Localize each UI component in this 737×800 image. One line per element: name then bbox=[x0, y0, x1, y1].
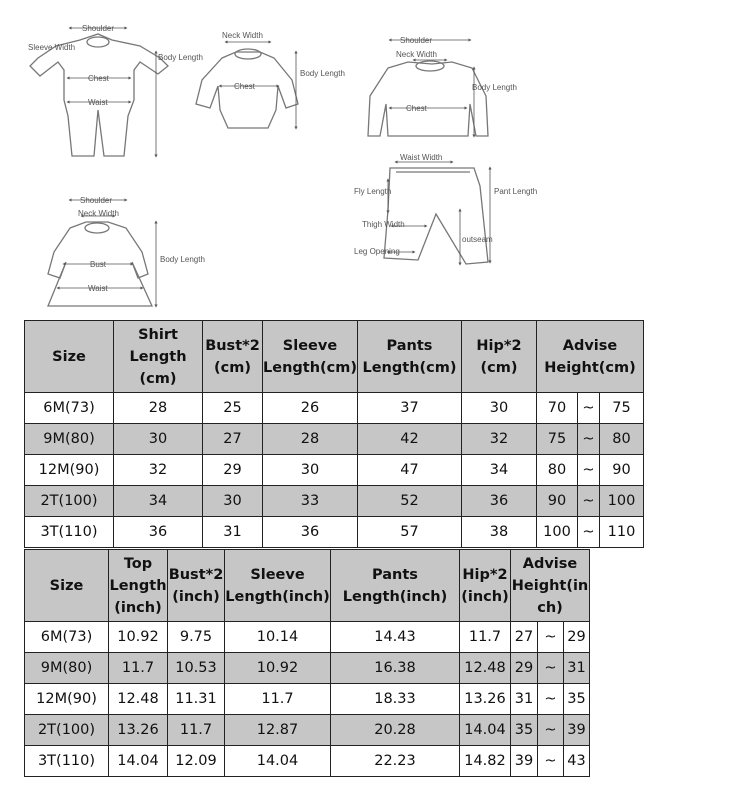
header-advise-height: Advise Height(in ch) bbox=[511, 550, 590, 622]
cell-bust: 31 bbox=[203, 517, 263, 548]
cell-h-max: 100 bbox=[599, 486, 643, 517]
table-row bbox=[25, 653, 590, 684]
cell-hip: 38 bbox=[461, 517, 536, 548]
header-bust: Bust*2 (inch) bbox=[168, 550, 225, 622]
cell-sleeve: 12.87 bbox=[225, 715, 331, 746]
cell-size: 6M(73) bbox=[25, 393, 114, 424]
table-row bbox=[25, 517, 644, 548]
pants-outseam-label: outseam bbox=[462, 235, 493, 244]
cell-pants: 42 bbox=[357, 424, 461, 455]
cell-shirt: 11.7 bbox=[109, 653, 168, 684]
dress-body-length-label: Body Length bbox=[160, 255, 205, 264]
garment-diagrams bbox=[0, 0, 737, 318]
cell-h-min: 29 bbox=[511, 653, 538, 684]
top-shoulder-label: Shoulder bbox=[400, 36, 433, 45]
romper-body-length-label: Body Length bbox=[158, 53, 203, 62]
cell-sleeve: 14.04 bbox=[225, 746, 331, 777]
bodysuit-chest-label: Chest bbox=[234, 82, 255, 91]
top-neck-width-label: Neck Width bbox=[396, 50, 437, 59]
pants-pant-length-label: Pant Length bbox=[494, 187, 538, 196]
cell-h-max: 39 bbox=[564, 715, 590, 746]
cell-size: 12M(90) bbox=[25, 455, 114, 486]
romper-sleeve-width-label: Sleeve Width bbox=[28, 43, 76, 52]
cell-bust: 10.53 bbox=[168, 653, 225, 684]
cell-shirt: 14.04 bbox=[109, 746, 168, 777]
cell-hip: 34 bbox=[461, 455, 536, 486]
cell-size: 2T(100) bbox=[25, 715, 109, 746]
cell-sleeve: 10.14 bbox=[225, 622, 331, 653]
height-range-separator: ~ bbox=[538, 653, 564, 684]
cell-hip: 30 bbox=[461, 393, 536, 424]
height-range-separator: ~ bbox=[577, 455, 599, 486]
cell-h-max: 29 bbox=[564, 622, 590, 653]
dress-waist-label: Waist bbox=[88, 284, 108, 293]
cell-sleeve: 11.7 bbox=[225, 684, 331, 715]
romper-waist-label: Waist bbox=[88, 98, 108, 107]
height-range-separator: ~ bbox=[538, 684, 564, 715]
romper-chest-label: Chest bbox=[88, 74, 109, 83]
cell-h-max: 35 bbox=[564, 684, 590, 715]
height-range-separator: ~ bbox=[538, 622, 564, 653]
cell-bust: 12.09 bbox=[168, 746, 225, 777]
cell-h-max: 43 bbox=[564, 746, 590, 777]
cell-h-max: 110 bbox=[599, 517, 643, 548]
header-top-length: Top Length (inch) bbox=[109, 550, 168, 622]
header-shirt-length: Shirt Length (cm) bbox=[114, 321, 203, 393]
pants-waist-width-label: Waist Width bbox=[400, 153, 443, 162]
cell-bust: 9.75 bbox=[168, 622, 225, 653]
cell-bust: 27 bbox=[203, 424, 263, 455]
cell-h-min: 27 bbox=[511, 622, 538, 653]
header-size: Size bbox=[25, 321, 114, 393]
table-row bbox=[25, 715, 590, 746]
table-row bbox=[25, 424, 644, 455]
cell-h-min: 75 bbox=[536, 424, 577, 455]
cell-hip: 32 bbox=[461, 424, 536, 455]
cell-pants: 14.43 bbox=[331, 622, 460, 653]
cell-hip: 11.7 bbox=[460, 622, 511, 653]
top-diagram bbox=[368, 61, 488, 136]
header-size: Size bbox=[25, 550, 109, 622]
dress-neck-width-label: Neck Width bbox=[78, 209, 119, 218]
cell-h-max: 75 bbox=[599, 393, 643, 424]
pants-thigh-width-label: Thigh Width bbox=[362, 220, 405, 229]
cell-size: 6M(73) bbox=[25, 622, 109, 653]
cell-size: 3T(110) bbox=[25, 517, 114, 548]
cell-sleeve: 26 bbox=[263, 393, 358, 424]
cell-pants: 57 bbox=[357, 517, 461, 548]
dress-bust-label: Bust bbox=[90, 260, 107, 269]
cell-sleeve: 28 bbox=[263, 424, 358, 455]
table-row bbox=[25, 622, 590, 653]
header-row bbox=[25, 321, 644, 393]
table-row bbox=[25, 684, 590, 715]
cell-hip: 13.26 bbox=[460, 684, 511, 715]
cell-pants: 47 bbox=[357, 455, 461, 486]
header-pants-length: Pants Length(inch) bbox=[331, 550, 460, 622]
romper-diagram bbox=[30, 34, 168, 156]
cell-hip: 14.04 bbox=[460, 715, 511, 746]
size-table-cm bbox=[24, 320, 644, 548]
cell-size: 2T(100) bbox=[25, 486, 114, 517]
header-sleeve-length: Sleeve Length(inch) bbox=[225, 550, 331, 622]
cell-bust: 25 bbox=[203, 393, 263, 424]
cell-pants: 22.23 bbox=[331, 746, 460, 777]
cell-pants: 37 bbox=[357, 393, 461, 424]
header-sleeve-length: Sleeve Length(cm) bbox=[263, 321, 358, 393]
pants-leg-opening-label: Leg Opening bbox=[354, 247, 400, 256]
cell-shirt: 36 bbox=[114, 517, 203, 548]
cell-pants: 18.33 bbox=[331, 684, 460, 715]
cell-shirt: 10.92 bbox=[109, 622, 168, 653]
table-row bbox=[25, 455, 644, 486]
cell-size: 9M(80) bbox=[25, 653, 109, 684]
cell-h-max: 31 bbox=[564, 653, 590, 684]
cell-h-max: 80 bbox=[599, 424, 643, 455]
cell-hip: 36 bbox=[461, 486, 536, 517]
dress-shoulder-label: Shoulder bbox=[80, 196, 113, 205]
cell-sleeve: 36 bbox=[263, 517, 358, 548]
cell-shirt: 34 bbox=[114, 486, 203, 517]
header-hip: Hip*2 (cm) bbox=[461, 321, 536, 393]
cell-hip: 12.48 bbox=[460, 653, 511, 684]
top-body-length-label: Body Length bbox=[472, 83, 517, 92]
cell-h-min: 39 bbox=[511, 746, 538, 777]
cell-h-min: 90 bbox=[536, 486, 577, 517]
bodysuit-neck-width-label: Neck Width bbox=[222, 31, 263, 40]
cell-h-min: 70 bbox=[536, 393, 577, 424]
height-range-separator: ~ bbox=[577, 486, 599, 517]
table-row bbox=[25, 746, 590, 777]
table-row bbox=[25, 486, 644, 517]
cell-h-min: 100 bbox=[536, 517, 577, 548]
table-row bbox=[25, 393, 644, 424]
cell-h-min: 80 bbox=[536, 455, 577, 486]
cell-pants: 52 bbox=[357, 486, 461, 517]
cell-size: 9M(80) bbox=[25, 424, 114, 455]
cell-pants: 20.28 bbox=[331, 715, 460, 746]
cell-shirt: 32 bbox=[114, 455, 203, 486]
cell-h-max: 90 bbox=[599, 455, 643, 486]
header-hip: Hip*2 (inch) bbox=[460, 550, 511, 622]
pants-fly-length-label: Fly Length bbox=[354, 187, 392, 196]
cell-sleeve: 30 bbox=[263, 455, 358, 486]
top-chest-label: Chest bbox=[406, 104, 427, 113]
cell-shirt: 30 bbox=[114, 424, 203, 455]
cell-size: 12M(90) bbox=[25, 684, 109, 715]
header-pants-length: Pants Length(cm) bbox=[357, 321, 461, 393]
cell-bust: 30 bbox=[203, 486, 263, 517]
cell-h-min: 35 bbox=[511, 715, 538, 746]
bodysuit-body-length-label: Body Length bbox=[300, 69, 345, 78]
cell-shirt: 28 bbox=[114, 393, 203, 424]
header-advise-height: Advise Height(cm) bbox=[536, 321, 643, 393]
size-table-inch bbox=[24, 549, 590, 777]
height-range-separator: ~ bbox=[538, 746, 564, 777]
cell-size: 3T(110) bbox=[25, 746, 109, 777]
cell-bust: 11.7 bbox=[168, 715, 225, 746]
cell-hip: 14.82 bbox=[460, 746, 511, 777]
romper-shoulder-label: Shoulder bbox=[82, 24, 115, 33]
height-range-separator: ~ bbox=[577, 424, 599, 455]
cell-bust: 11.31 bbox=[168, 684, 225, 715]
cell-sleeve: 10.92 bbox=[225, 653, 331, 684]
cell-bust: 29 bbox=[203, 455, 263, 486]
cell-pants: 16.38 bbox=[331, 653, 460, 684]
height-range-separator: ~ bbox=[538, 715, 564, 746]
height-range-separator: ~ bbox=[577, 517, 599, 548]
height-range-separator: ~ bbox=[577, 393, 599, 424]
cell-shirt: 13.26 bbox=[109, 715, 168, 746]
cell-h-min: 31 bbox=[511, 684, 538, 715]
header-row bbox=[25, 550, 590, 622]
header-bust: Bust*2 (cm) bbox=[203, 321, 263, 393]
cell-sleeve: 33 bbox=[263, 486, 358, 517]
cell-shirt: 12.48 bbox=[109, 684, 168, 715]
